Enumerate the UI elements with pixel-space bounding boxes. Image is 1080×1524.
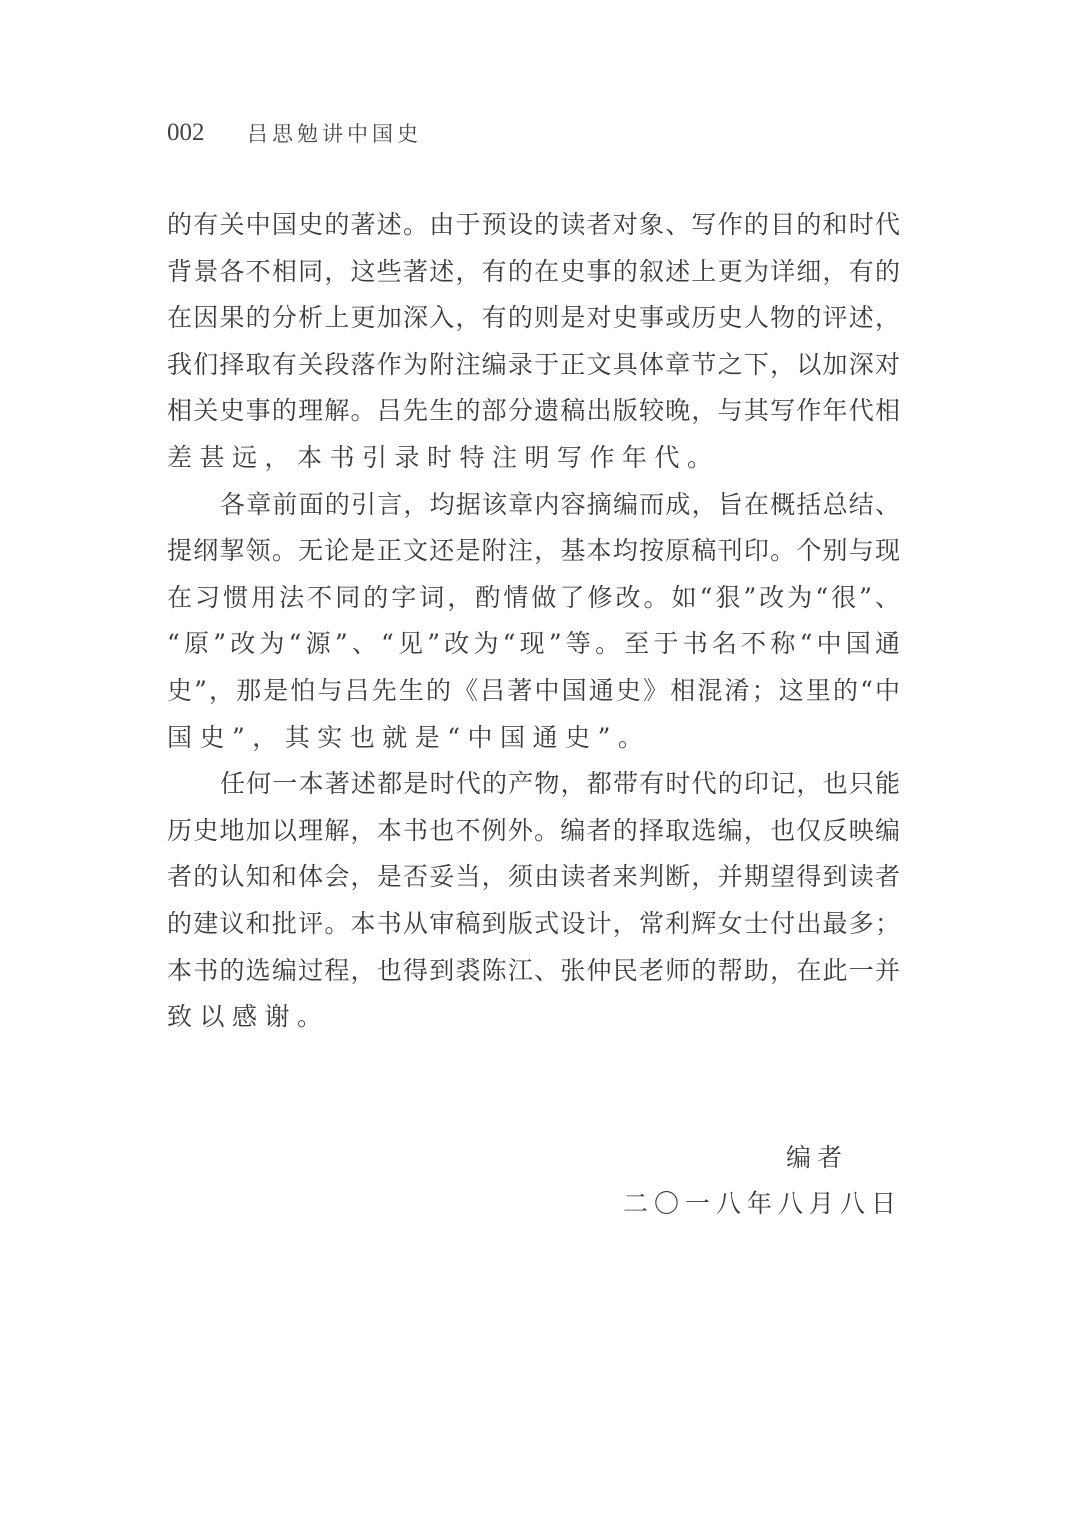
text-line: 各章前面的引言，均据该章内容摘编而成，旨在概括总结、 (220, 489, 900, 519)
text-line: 本书的选编过程，也得到裘陈江、张仲民老师的帮助，在此一并 (167, 955, 900, 985)
page-number: 002 (167, 119, 205, 146)
text-line: 国史”，其实也就是“中国通史”。 (167, 722, 651, 752)
text-line: 任何一本著述都是时代的产物，都带有时代的印记，也只能 (220, 769, 900, 799)
body-text (167, 202, 900, 1041)
text-line: 历史地加以理解，本书也不例外。编者的择取选编，也仅反映编 (167, 815, 900, 845)
signature-date: 二〇一八年八月八日 (622, 1189, 902, 1218)
text-line: 在习惯用法不同的字词，酌情做了修改。如“狠”改为“很”、 (167, 582, 900, 612)
paragraph (167, 761, 900, 1041)
running-header (167, 116, 422, 150)
text-line: 差甚远，本书引录时特注明写作年代。 (167, 442, 720, 472)
text-line: 提纲挈领。无论是正文还是附注，基本均按原稿刊印。个别与现 (167, 536, 900, 566)
text-line: 史”，那是怕与吕先生的《吕著中国通史》相混淆；这里的“中 (167, 675, 900, 705)
text-line: 背景各不相同，这些著述，有的在史事的叙述上更为详细，有的 (167, 256, 900, 286)
text-line: 致以感谢。 (167, 1002, 330, 1032)
text-line: 的建议和批评。本书从审稿到版式设计，常利辉女士付出最多； (167, 908, 900, 938)
paragraph (167, 202, 900, 482)
text-line: “原”改为“源”、“见”改为“现”等。至于书名不称“中国通 (167, 629, 900, 659)
paragraph (167, 482, 900, 762)
text-line: 者的认知和体会，是否妥当，须由读者来判断，并期望得到读者 (167, 862, 900, 892)
running-title: 吕思勉讲中国史 (247, 122, 422, 146)
text-line: 的有关中国史的著述。由于预设的读者对象、写作的目的和时代 (167, 210, 900, 239)
text-line: 我们择取有关段落作为附注编录于正文具体章节之下，以加深对 (167, 349, 900, 379)
text-line: 相关史事的理解。吕先生的部分遗稿出版较晚，与其写作年代相 (167, 396, 900, 426)
text-line: 在因果的分析上更加深入，有的则是对史事或历史人物的评述， (167, 303, 900, 333)
signature-author: 编者 (785, 1143, 848, 1172)
